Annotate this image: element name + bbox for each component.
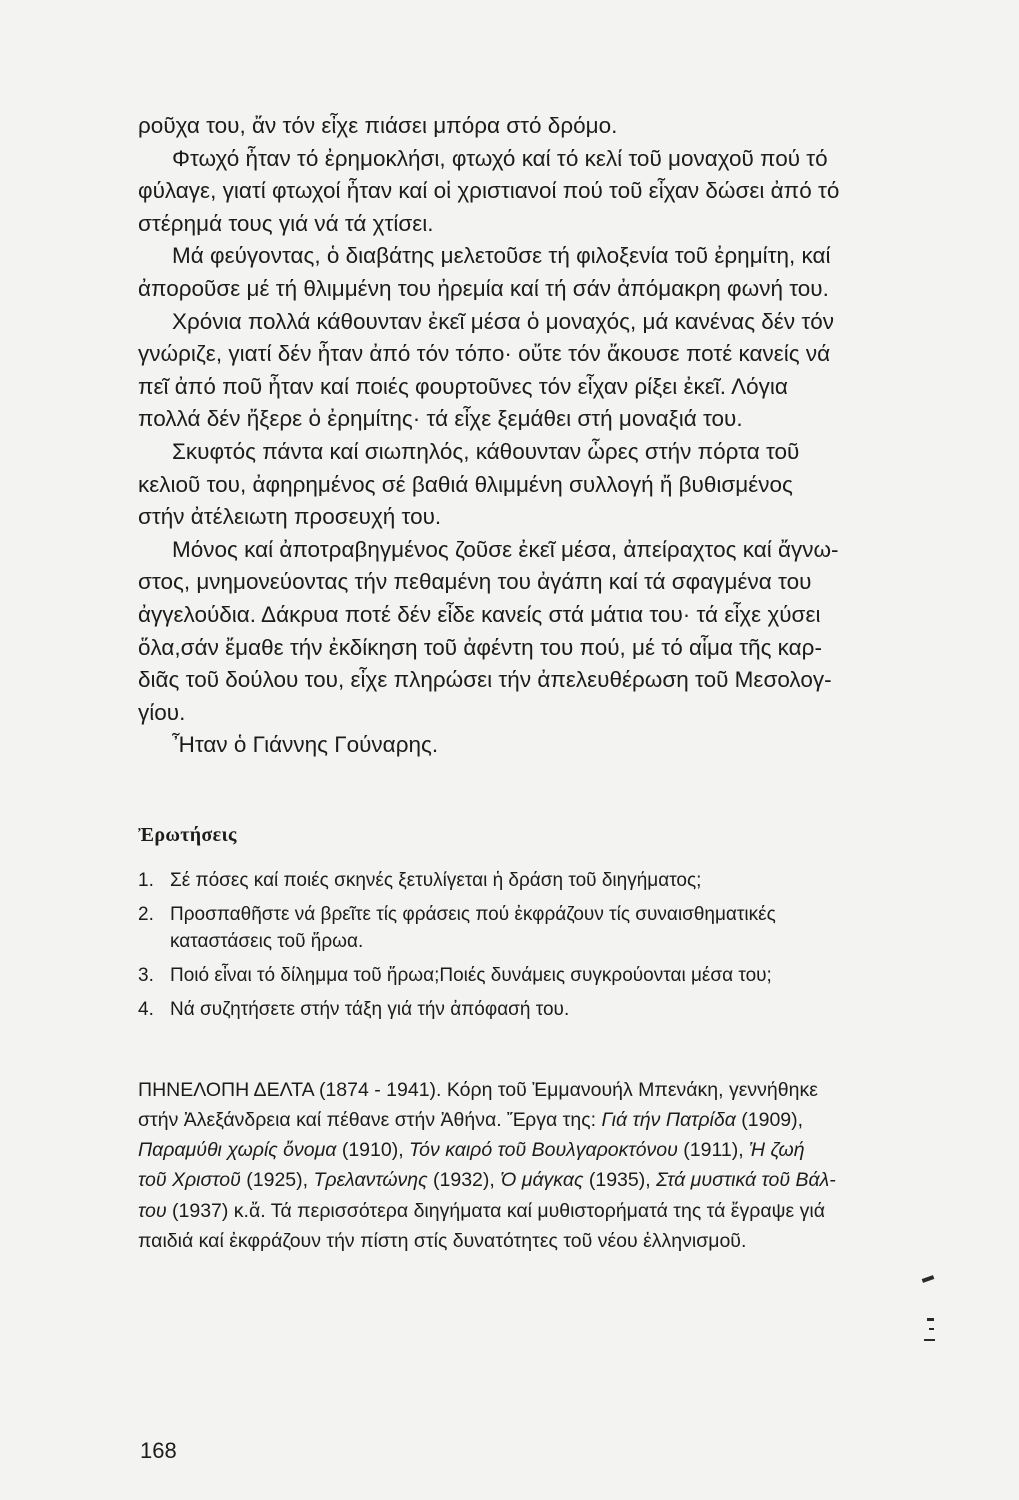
- text-line: πεῖ ἀπό ποῦ ἦταν καί ποιές φουρτοῦνες τόν εἶχαν ρίξει ἐκεῖ. Λόγια: [138, 373, 788, 399]
- text-line: στέρημά τους γιά νά τά χτίσει.: [138, 210, 434, 236]
- text-line: Χρόνια πολλά κάθουνταν ἐκεῖ μέσα ὁ μοναχός, μά κανένας δέν τόν: [172, 308, 834, 334]
- text-line: ἀγγελούδια. Δάκρυα ποτέ δέν εἶδε κανείς στά μάτια του· τά εἶχε χύσει: [138, 601, 821, 627]
- work-title: τοῦ Χριστοῦ: [138, 1169, 241, 1192]
- bio-line: [138, 1196, 990, 1226]
- question-number: 1.: [138, 869, 154, 891]
- question-text: [170, 996, 990, 1023]
- text-line: Ἦταν ὁ Γιάννης Γούναρης.: [172, 732, 439, 758]
- text-line: φύλαγε, γιατί φτωχοί ἦταν καί οἱ χριστιανοί πού τοῦ εἶχαν δώσει ἀπό τό: [138, 178, 840, 204]
- text-line: Σκυφτός πάντα καί σιωπηλός, κάθουνταν ὧρες στήν πόρτα τοῦ: [172, 438, 800, 464]
- question-item: [138, 962, 990, 989]
- question-line: Σέ πόσες καί ποιές σκηνές ξετυλίγεται ἡ δράση τοῦ διηγήματος;: [170, 869, 702, 891]
- text-line: Φτωχό ἦταν τό ἐρημοκλήσι, φτωχό καί τό κελί τοῦ μοναχοῦ πού τό: [172, 145, 828, 171]
- text-line: κελιοῦ του, ἀφηρημένος σέ βαθιά θλιμμένη συλλογή ἤ βυθισμένος: [138, 471, 793, 497]
- question-text: [170, 901, 990, 955]
- question-item: [138, 996, 990, 1023]
- question-item: [138, 867, 990, 894]
- text-line: στήν ἀτέλειωτη προσευχή του.: [138, 504, 442, 530]
- questions-heading: Ἐρωτήσεις: [138, 823, 237, 846]
- text-line: ἀποροῦσε μέ τή θλιμμένη του ἠρεμία καί τή σάν ἀπόμακρη φωνή του.: [138, 275, 829, 301]
- text-line: πολλά δέν ἤξερε ὁ ἐρημίτης· τά εἶχε ξεμάθει στή μοναξιά του.: [138, 406, 743, 432]
- bio-text: (1910),: [336, 1139, 410, 1162]
- bio-line: [138, 1105, 990, 1135]
- bio-text: (1911),: [677, 1139, 750, 1162]
- question-item: [138, 901, 990, 955]
- scan-mark: [922, 1275, 935, 1283]
- question-line: Προσπαθῆστε νά βρεῖτε τίς φράσεις πού ἐκφράζουν τίς συναισθηματικές: [170, 903, 776, 925]
- book-page: [138, 110, 990, 1256]
- question-line: Ποιό εἶναι τό δίλημμα τοῦ ἥρωα;Ποιές δυνάμεις συγκρούονται μέσα του;: [170, 964, 772, 986]
- text-line: γνώριζε, γιατί δέν ἦταν ἀπό τόν τόπο· οὔτε τόν ἄκουσε ποτέ κανείς νά: [138, 341, 831, 367]
- text-line: ροῦχα του, ἄν τόν εἶχε πιάσει μπόρα στό δρόμο.: [138, 113, 618, 138]
- bio-text: (1932),: [427, 1169, 501, 1192]
- scan-mark: [929, 1328, 934, 1330]
- bio-text: ΠΗΝΕΛΟΠΗ ΔΕΛΤΑ (1874 - 1941). Κόρη τοῦ Ἐμμανουήλ Μπενάκη, γεννήθηκε: [138, 1078, 818, 1101]
- text-line: Μόνος καί ἀποτραβηγμένος ζοῦσε ἐκεῖ μέσα, ἀπείραχτος καί ἄγνω-: [172, 536, 839, 562]
- bio-text: (1937) κ.ἄ. Τά περισσότερα διηγήματα καί μυθιστορήματά της τά ἔγραψε γιά: [166, 1199, 825, 1222]
- bio-line: [138, 1165, 990, 1195]
- paragraph: [138, 729, 990, 762]
- bio-text: (1935),: [583, 1169, 657, 1192]
- story-text: [138, 110, 990, 762]
- text-line: στος, μνημονεύοντας τήν πεθαμένη του ἀγάπη καί τά σφαγμένα του: [138, 569, 812, 595]
- work-title: Ἡ ζωή: [749, 1139, 805, 1162]
- bio-text: στήν Ἀλεξάνδρεια καί πέθανε στήν Ἀθήνα. Ἔργα της:: [138, 1109, 602, 1132]
- work-title: Ὁ μάγκας: [500, 1169, 584, 1192]
- work-title: Τόν καιρό τοῦ Βουλγαροκτόνου: [409, 1139, 678, 1162]
- question-text: [170, 962, 990, 989]
- scan-mark: [927, 1318, 934, 1321]
- question-number: 3.: [138, 964, 154, 986]
- paragraph: [138, 306, 990, 436]
- work-title: Στά μυστικά τοῦ Βάλ-: [656, 1169, 836, 1192]
- text-line: γίου.: [138, 699, 186, 725]
- paragraph: [138, 534, 990, 730]
- bio-line: [138, 1135, 990, 1165]
- author-biography: [138, 1075, 990, 1256]
- text-line: Μά φεύγοντας, ὁ διαβάτης μελετοῦσε τή φιλοξενία τοῦ ἐρημίτη, καί: [172, 243, 831, 269]
- bio-text: (1909),: [735, 1109, 804, 1132]
- work-title: Τρελαντώνης: [313, 1169, 428, 1192]
- question-text: [170, 867, 990, 894]
- work-title: του: [138, 1199, 167, 1222]
- bio-text: παιδιά καί ἐκφράζουν τήν πίστη στίς δυνατότητες τοῦ νέου ἑλληνισμοῦ.: [138, 1229, 747, 1252]
- question-line: καταστάσεις τοῦ ἥρωα.: [170, 930, 364, 952]
- paragraph: [138, 240, 990, 305]
- page-number: 168: [140, 1438, 177, 1463]
- scan-mark: [924, 1339, 935, 1341]
- work-title: Γιά τήν Πατρίδα: [601, 1109, 736, 1132]
- text-line: διᾶς τοῦ δούλου του, εἶχε πληρώσει τήν ἀπελευθέρωση τοῦ Μεσολογ-: [138, 667, 832, 693]
- questions-list: [138, 867, 990, 1023]
- text-line: ὅλα,σάν ἔμαθε τήν ἐκδίκηση τοῦ ἀφέντη του πού, μέ τό αἷμα τῆς καρ-: [138, 634, 822, 660]
- bio-line: [138, 1226, 990, 1256]
- question-line: Νά συζητήσετε στήν τάξη γιά τήν ἀπόφασή του.: [170, 998, 570, 1020]
- work-title: Παραμύθι χωρίς ὄνομα: [138, 1139, 337, 1162]
- question-number: 4.: [138, 998, 154, 1020]
- paragraph: [138, 143, 990, 241]
- bio-line: [138, 1075, 990, 1105]
- bio-text: (1925),: [240, 1169, 314, 1192]
- question-number: 2.: [138, 903, 154, 925]
- paragraph: [138, 110, 990, 143]
- paragraph: [138, 436, 990, 534]
